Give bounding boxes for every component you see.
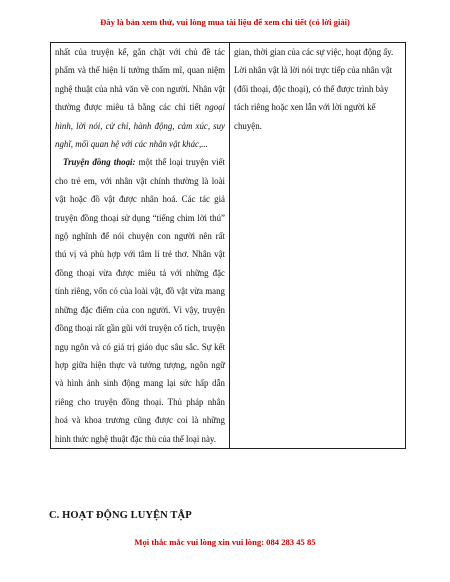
- fable-term: Truyện đồng thoại:: [63, 157, 136, 168]
- fable-paragraph: [55, 153, 225, 448]
- right-column: [230, 43, 406, 449]
- preview-banner: Đây là bản xem thử, vui lòng mua tài liệu để xem chi tiết (có lời giải): [100, 17, 350, 27]
- section-heading: C. HOẠT ĐỘNG LUYỆN TẬP: [49, 510, 192, 521]
- contact-footer: Mọi thắc mắc vui lòng xin vui lòng: 084 283 45 85: [134, 537, 316, 547]
- character-details: ngoại hình, lời nói, cử chỉ, hành động, cảm xúc, suy nghĩ, mối quan hệ với các nhân vật khác,...: [55, 102, 225, 150]
- content-table: [50, 42, 406, 449]
- right-text-1: gian, thời gian của các sự việc, hoạt động ấy.: [234, 47, 394, 57]
- fable-definition: một thể loại truyện viết cho trẻ em, với nhân vật chính thường là loài vật hoặc đồ vật được nhân hoá. Các tác giả truyện đồng thoại sử dụng “tiếng chim lời thú” ngộ nghĩnh để nói chuyện con người nên rất thú vị và phù hợp với tâm lí trẻ thơ. Nhân vật đồng thoại vừa được miêu tả với những đặc tính riêng, vốn có của loài vật, đồ vật vừa mang những đặc điểm của con người. Vì vậy, truyện đồng thoại rất gần gũi với truyện cổ tích, truyện ngụ ngôn và có giá trị giáo dục sâu sắc. Sự kết hợp giữa hiện thực và tưởng tượng, ngôn ngữ và hình ảnh sinh động mang lại sức hấp dẫn riêng cho truyện đồng thoại. Thủ pháp nhân hoá và khoa trương cũng được coi là những hình thức nghệ thuật đặc thù của thể loại này.: [55, 157, 225, 444]
- left-column: [51, 43, 230, 449]
- character-text: nhất của truyện kể, gắn chặt với chủ đề tác phẩm và thể hiện lí tưởng thẩm mĩ, quan niệm nghệ thuật của nhà văn về con người. Nhân vật thường được miêu tả bằng các chi tiết: [55, 47, 225, 113]
- character-paragraph: [55, 43, 225, 153]
- right-text-2: Lời nhân vật là lời nói trực tiếp của nhân vật (đối thoại, độc thoại), có thể được trình bày tách riêng hoặc xen lẫn với lời người kể chuyện.: [234, 65, 393, 131]
